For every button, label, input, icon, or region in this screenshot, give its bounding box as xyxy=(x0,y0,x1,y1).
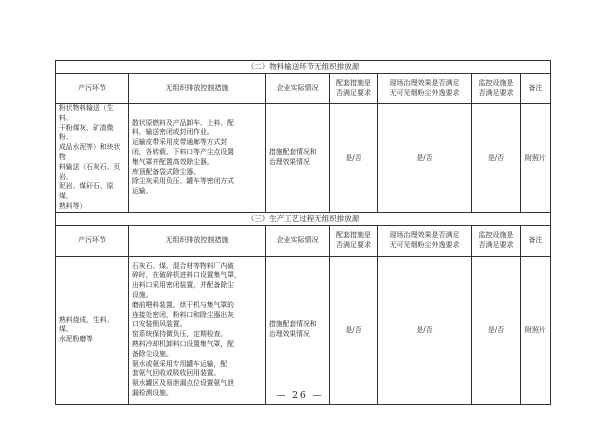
cell-text-line: 除尘灰采用负压、罐车等密闭方式 xyxy=(132,177,234,186)
header-monitoring xyxy=(472,225,521,256)
cell-text-line: 粉状物料输送（生料、 xyxy=(59,104,114,122)
header-note: 备注 xyxy=(521,74,551,104)
cell-text-line: 运输。 xyxy=(132,187,153,196)
header-smoke-control xyxy=(378,74,472,104)
table-row xyxy=(56,104,551,213)
actual-status-cell xyxy=(266,256,330,404)
header-text-line: 无可见烟粉尘外逸要求 xyxy=(389,88,460,97)
header-measures-meet xyxy=(330,225,378,256)
cell-text-line: 库顶配备袋式除尘器。 xyxy=(132,167,200,176)
cell-text-line: 熟料等） xyxy=(59,201,87,210)
pollution-link-cell xyxy=(56,104,129,213)
header-smoke-control xyxy=(378,225,472,256)
cell-text-line: 出料口采用密闭装置，并配备除尘 xyxy=(132,281,234,290)
header-pollution-link: 产污环节 xyxy=(56,225,129,256)
cell-text-line: 料输送（石灰石、页岩、 xyxy=(59,162,121,181)
cell-text-line: 备除尘设施。 xyxy=(132,349,173,358)
header-text-line: 无可见烟粉尘外逸要求 xyxy=(389,240,460,249)
cell-text-line: 措施配套情况和 xyxy=(269,148,317,157)
header-note: 备注 xyxy=(521,225,551,256)
cell-text-line: 散状原燃料及产品卸车、上料、配 xyxy=(132,118,234,127)
cell-text-line: 熟料烧成、生料、煤、 xyxy=(59,315,114,334)
monitoring-cell: 是/否 xyxy=(472,104,521,213)
cell-text-line: 氨水罐区及易泄漏点位设置氨气泄 xyxy=(132,379,234,388)
cell-text-line: 治理效果情况 xyxy=(269,157,310,166)
cell-text-line: 窑系统保持微负压，定期检查。 xyxy=(132,330,228,339)
cell-text-line: 闭，各转载、下料口等产尘点设置 xyxy=(132,148,234,157)
cell-text-line: 熟料冷却机卸料口设置集气罩，配 xyxy=(132,340,234,349)
measures-meet-cell: 是/否 xyxy=(330,256,378,404)
cell-text-line: 套氨气回收或吸收回用装置。 xyxy=(132,369,221,378)
header-control-measures: 无组织排放控制措施 xyxy=(129,225,266,256)
note-cell: 附照片 xyxy=(521,104,551,213)
section-title-material-transport: （二）物料输送环节无组织排放源 xyxy=(56,61,551,74)
control-measures-cell xyxy=(129,256,266,404)
table-row xyxy=(56,256,551,404)
cell-text-line: 石灰石、煤、混合材等物料厂内破 xyxy=(132,261,234,270)
control-measures-cell xyxy=(129,104,266,213)
header-text-line: 否满足要求 xyxy=(478,240,514,249)
pollution-link-cell xyxy=(56,256,129,404)
cell-text-line: 干粉煤灰、矿渣微粉、 xyxy=(59,123,114,142)
page-number: — 26 — xyxy=(276,391,324,401)
cell-text-line: 氨水或氨采用专用罐车运输，配 xyxy=(132,359,228,368)
header-actual-status: 企业实际情况 xyxy=(266,225,330,256)
header-monitoring xyxy=(472,74,521,104)
cell-text-line: 连接处密闭，粉料口和除尘器出灰 xyxy=(132,310,234,319)
header-text-line: 现场治理效果是否满足 xyxy=(389,231,460,240)
cell-text-line: 成品水泥等）和块状物 xyxy=(59,143,121,161)
cell-text-line: 泥岩、煤矸石、原煤、 xyxy=(59,182,114,201)
smoke-control-cell: 是/否 xyxy=(378,104,472,213)
measures-meet-cell: 是/否 xyxy=(330,104,378,213)
section-title-process: （三）生产工艺过程无组织排放源 xyxy=(56,212,551,225)
cell-text-line: 设施。 xyxy=(132,291,153,300)
header-text-line: 否满足要求 xyxy=(336,88,371,97)
actual-status-cell xyxy=(266,104,330,213)
header-text-line: 配套措施是 xyxy=(336,231,371,240)
cell-text-line: 碎时，在破碎机进料口设置集气罩， xyxy=(132,271,241,280)
header-control-measures: 无组织排放控制措施 xyxy=(129,74,266,104)
header-text-line: 否满足要求 xyxy=(336,240,371,249)
header-measures-meet xyxy=(330,74,378,104)
header-text-line: 监控设施是 xyxy=(478,231,514,240)
cell-text-line: 集气罩并配置高效除尘器。 xyxy=(132,157,214,166)
header-pollution-link: 产污环节 xyxy=(56,74,129,104)
cell-text-line: 漏检测设施。 xyxy=(132,389,173,398)
header-actual-status: 企业实际情况 xyxy=(266,74,330,104)
header-text-line: 否满足要求 xyxy=(478,88,514,97)
monitoring-cell: 是/否 xyxy=(472,256,521,404)
cell-text-line: 料、输送密闭或封闭作业。 xyxy=(132,128,214,137)
header-text-line: 监控设施是 xyxy=(478,79,514,87)
cell-text-line: 口安装锁风装置。 xyxy=(132,320,187,329)
header-text-line: 配套措施是 xyxy=(336,79,371,87)
cell-text-line: 水泥粉磨等 xyxy=(59,335,93,344)
cell-text-line: 措施配套情况和 xyxy=(269,320,317,329)
header-text-line: 现场治理效果是否满足 xyxy=(389,79,460,87)
emission-table xyxy=(55,60,551,405)
cell-text-line: 治理效果情况 xyxy=(269,330,310,339)
smoke-control-cell: 是/否 xyxy=(378,256,472,404)
cell-text-line: 运输皮带采用皮带通廊等方式封 xyxy=(132,138,228,147)
note-cell: 附照片 xyxy=(521,256,551,404)
cell-text-line: 磨前喂料装置、烘干机与集气罩的 xyxy=(132,300,234,309)
